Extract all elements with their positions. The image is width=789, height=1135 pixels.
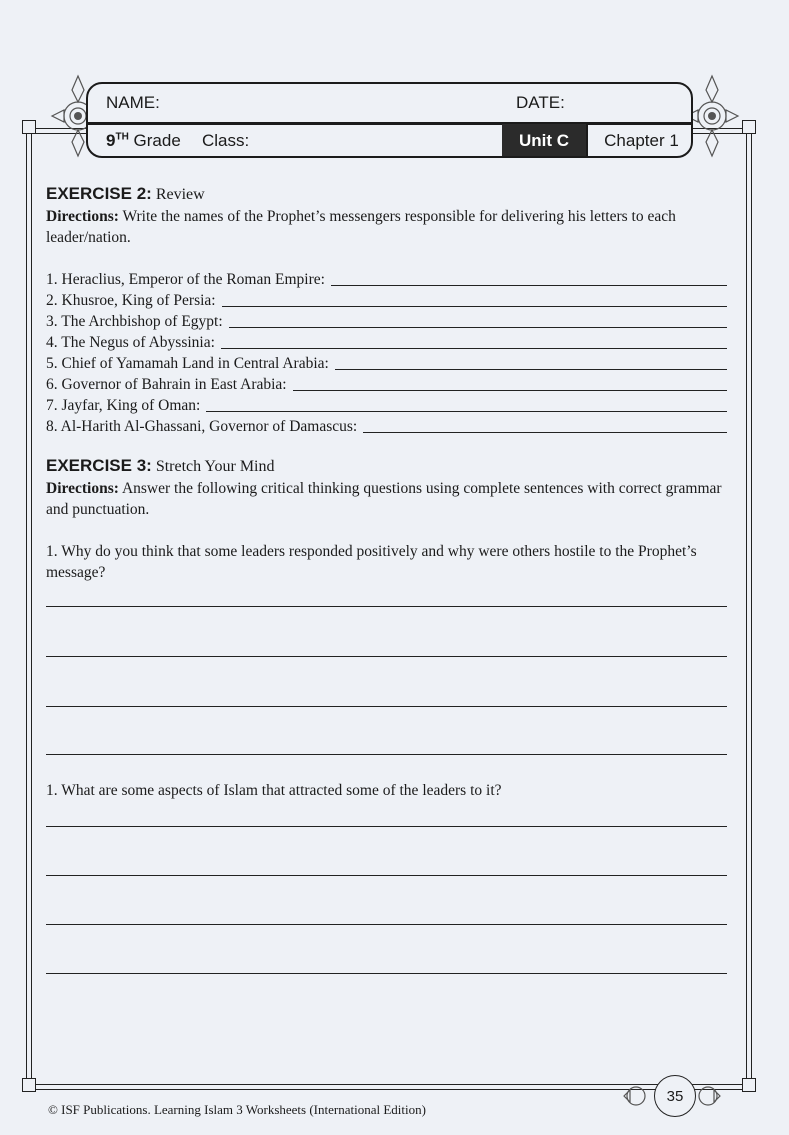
item-text: 7. Jayfar, King of Oman: bbox=[46, 397, 201, 414]
question-2: 1. What are some aspects of Islam that attracted some of the leaders to it? bbox=[46, 782, 502, 799]
item-text: 3. The Archbishop of Egypt: bbox=[46, 313, 223, 330]
border-corner-ornament bbox=[22, 120, 36, 134]
question-1: 1. Why do you think that some leaders responded positively and why were others hostile to the Prophet’s message? bbox=[46, 543, 697, 581]
name-label: NAME: bbox=[106, 93, 160, 112]
directions-label: Directions: bbox=[46, 480, 119, 497]
exercise2-item bbox=[46, 394, 727, 415]
grade-label bbox=[106, 131, 181, 151]
exercise2-item bbox=[46, 310, 727, 331]
exercise2-directions bbox=[46, 206, 736, 248]
exercise2-label: EXERCISE 2: bbox=[46, 184, 152, 203]
exercise2-item bbox=[46, 352, 727, 373]
exercise2-item bbox=[46, 289, 727, 310]
answer-blank[interactable] bbox=[335, 369, 727, 370]
date-label: DATE: bbox=[516, 93, 565, 112]
page-number-badge bbox=[654, 1075, 696, 1117]
border-corner-ornament bbox=[742, 120, 756, 134]
copyright-footer: © ISF Publications. Learning Islam 3 Worksheets (International Edition) bbox=[48, 1102, 426, 1117]
answer-line[interactable] bbox=[46, 656, 727, 657]
header-name-date-row bbox=[88, 84, 691, 122]
item-text: 5. Chief of Yamamah Land in Central Arabia: bbox=[46, 355, 329, 372]
answer-blank[interactable] bbox=[206, 411, 727, 412]
exercise2-item bbox=[46, 331, 727, 352]
answer-blank[interactable] bbox=[363, 432, 727, 433]
answer-blank[interactable] bbox=[229, 327, 727, 328]
item-text: 8. Al-Harith Al-Ghassani, Governor of Damascus: bbox=[46, 418, 358, 435]
answer-line[interactable] bbox=[46, 875, 727, 876]
exercise3-directions bbox=[46, 478, 736, 520]
answer-line[interactable] bbox=[46, 973, 727, 974]
worksheet-header bbox=[86, 82, 693, 158]
grade-superscript: TH bbox=[115, 131, 129, 143]
answer-blank[interactable] bbox=[222, 306, 727, 307]
answer-blank[interactable] bbox=[293, 390, 727, 391]
exercise2-item bbox=[46, 268, 727, 289]
border-corner-ornament bbox=[742, 1078, 756, 1092]
class-label: Class: bbox=[202, 131, 250, 150]
exercise2-subtitle: Review bbox=[155, 186, 205, 203]
answer-blank[interactable] bbox=[221, 348, 727, 349]
exercise2-item bbox=[46, 373, 727, 394]
exercise2-item bbox=[46, 415, 727, 436]
answer-line[interactable] bbox=[46, 924, 727, 925]
grade-number: 9 bbox=[106, 131, 116, 150]
answer-line[interactable] bbox=[46, 826, 727, 827]
page-number: 35 bbox=[654, 1075, 696, 1117]
directions-text: Answer the following critical thinking questions using complete sentences with correct grammar and punctuation. bbox=[46, 480, 722, 518]
answer-line[interactable] bbox=[46, 754, 727, 755]
exercise3-subtitle: Stretch Your Mind bbox=[155, 458, 275, 475]
item-text: 4. The Negus of Abyssinia: bbox=[46, 334, 215, 351]
exercise3-label: EXERCISE 3: bbox=[46, 456, 152, 475]
item-text: 2. Khusroe, King of Persia: bbox=[46, 292, 216, 309]
chapter-label: Chapter 1 bbox=[586, 124, 693, 158]
answer-line[interactable] bbox=[46, 606, 727, 607]
exercise3-title bbox=[46, 456, 275, 476]
answer-line[interactable] bbox=[46, 706, 727, 707]
grade-word: Grade bbox=[133, 131, 181, 150]
border-corner-ornament bbox=[22, 1078, 36, 1092]
item-text: 1. Heraclius, Emperor of the Roman Empire: bbox=[46, 271, 325, 288]
answer-blank[interactable] bbox=[331, 285, 727, 286]
directions-text: Write the names of the Prophet’s messengers responsible for delivering his letters to each leader/nation. bbox=[46, 208, 676, 246]
exercise2-title bbox=[46, 184, 205, 204]
item-text: 6. Governor of Bahrain in East Arabia: bbox=[46, 376, 287, 393]
unit-badge: Unit C bbox=[502, 124, 586, 158]
directions-label: Directions: bbox=[46, 208, 119, 225]
